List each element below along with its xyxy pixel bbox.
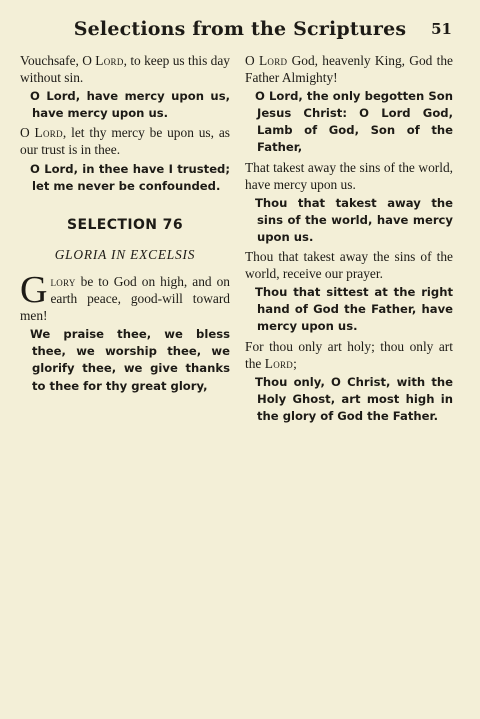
people-response: Thou that sittest at the right hand of God the Father, have mercy upon us. xyxy=(255,285,453,334)
people-response: O Lord, the only begotten Son Jesus Christ: O Lord God, Lamb of God, Son of the Father, xyxy=(255,89,453,155)
drop-cap-letter: G xyxy=(20,268,48,311)
people-response: O Lord, in thee have I trusted; let me never be confounded. xyxy=(30,161,230,193)
lord-small-caps: Lord xyxy=(34,125,63,141)
minister-verse: Thou that takest away the sins of the world, receive our prayer. xyxy=(245,249,453,282)
minister-verse: O Lord God, heavenly King, God the Father Almighty! xyxy=(245,53,453,86)
minister-verse: That takest away the sins of the world, have mercy upon us. xyxy=(245,159,453,192)
lord-small-caps: Lord xyxy=(95,53,124,68)
people-response: O Lord, have mercy upon us, have mercy upon us. xyxy=(30,89,230,121)
dropcap-paragraph: Glory be to God on high, and on earth peace, good-will toward men! xyxy=(20,268,230,324)
people-response: We praise thee, we bless thee, we worship thee, we glorify thee, we give thanks to thee for thy great glory, xyxy=(30,327,230,393)
minister-verse: O Lord, let thy mercy be upon us, as our trust is in thee. xyxy=(20,125,230,158)
selection-heading: SELECTION 76 xyxy=(67,216,183,233)
left-column xyxy=(20,52,230,397)
minister-verse: Vouchsafe, O Lord, to keep us this day without sin. xyxy=(20,53,231,86)
people-response: Thou that takest away the sins of the world, have mercy upon us. xyxy=(255,195,453,244)
lord-small-caps: Lord xyxy=(264,355,294,371)
right-column xyxy=(245,52,453,427)
page-header xyxy=(0,18,480,46)
lord-small-caps: Lord xyxy=(258,53,288,68)
selection-subtitle: GLORIA IN EXCELSIS xyxy=(54,246,196,262)
people-response: Thou only, O Christ, with the Holy Ghost, art most high in the glory of God the Father. xyxy=(255,374,453,423)
minister-verse: For thou only art holy; thou only art the Lord; xyxy=(245,338,453,371)
page-number: 51 xyxy=(431,20,452,38)
running-title: Selections from the Scriptures xyxy=(73,18,407,40)
